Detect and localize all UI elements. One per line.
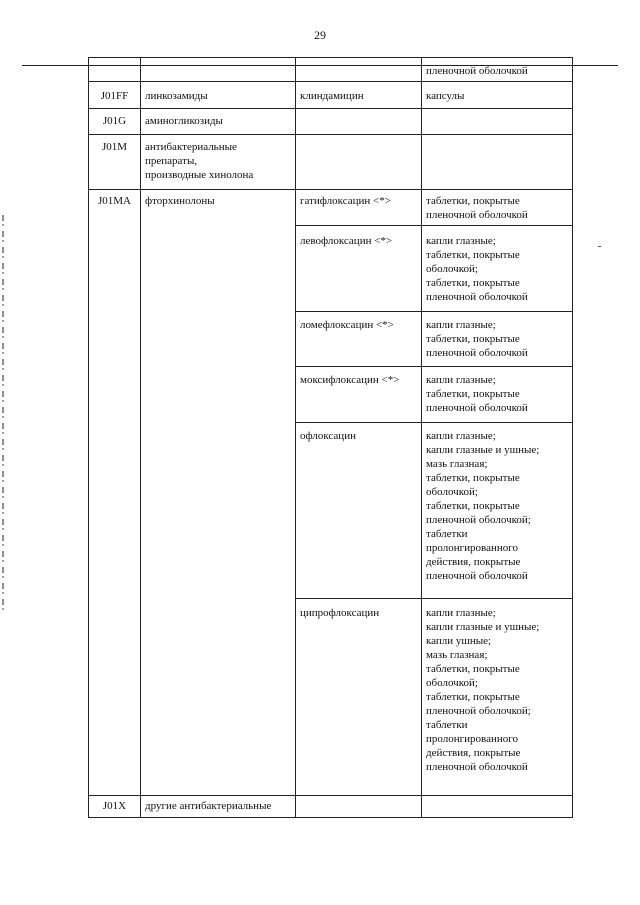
atc-code-cell: J01X <box>89 796 141 818</box>
dosage-form-cell <box>422 796 573 818</box>
drug-name-cell <box>296 796 422 818</box>
table-row <box>89 135 573 190</box>
group-cell: фторхинолоны <box>141 190 296 796</box>
table-cell <box>141 58 296 82</box>
dosage-form-cell <box>422 109 573 135</box>
dosage-form-cell: пленочной оболочкой <box>422 58 573 82</box>
group-cell: антибактериальные препараты, производные хинолона <box>141 135 296 190</box>
dosage-form-cell <box>422 135 573 190</box>
drug-table <box>88 57 573 818</box>
atc-code-cell: J01G <box>89 109 141 135</box>
atc-code-cell: J01FF <box>89 82 141 109</box>
page-number: 29 <box>314 28 326 42</box>
table-row <box>89 82 573 109</box>
atc-code-cell: J01M <box>89 135 141 190</box>
drug-name-cell <box>296 135 422 190</box>
group-cell: линкозамиды <box>141 82 296 109</box>
group-cell: аминогликозиды <box>141 109 296 135</box>
dosage-form-cell: капли глазные; таблетки, покрытые пленочной оболочкой <box>422 367 573 423</box>
drug-name-cell: моксифлоксацин <*> <box>296 367 422 423</box>
atc-code-cell: J01MA <box>89 190 141 796</box>
drug-name-cell: ципрофлоксацин <box>296 599 422 796</box>
table-cell <box>89 58 141 82</box>
drug-name-cell: клиндамицин <box>296 82 422 109</box>
dosage-form-cell: капли глазные; капли глазные и ушные; мазь глазная; таблетки, покрытые оболочкой; таблетки, покрытые пленочной оболочкой; таблетки пролонгированного действия, покрытые пленочной оболочкой <box>422 423 573 599</box>
dosage-form-cell: таблетки, покрытые пленочной оболочкой <box>422 190 573 226</box>
table-row <box>89 109 573 135</box>
dosage-form-cell: капли глазные; капли глазные и ушные; капли ушные; мазь глазная; таблетки, покрытые оболочкой; таблетки, покрытые пленочной оболочкой; таблетки пролонгированного действия, покрытые пленочной оболочкой <box>422 599 573 796</box>
drug-name-cell <box>296 109 422 135</box>
drug-name-cell: гатифлоксацин <*> <box>296 190 422 226</box>
dosage-form-cell: капли глазные; таблетки, покрытые оболочкой; таблетки, покрытые пленочной оболочкой <box>422 226 573 312</box>
table-row <box>89 190 573 226</box>
scan-edge-artifact <box>2 215 4 615</box>
drug-name-cell: офлоксацин <box>296 423 422 599</box>
drug-name-cell: ломефлоксацин <*> <box>296 312 422 367</box>
scan-speck <box>598 246 601 247</box>
table-row <box>89 58 573 82</box>
table-cell <box>296 58 422 82</box>
dosage-form-cell: капли глазные; таблетки, покрытые пленочной оболочкой <box>422 312 573 367</box>
drug-name-cell: левофлоксацин <*> <box>296 226 422 312</box>
dosage-form-cell: капсулы <box>422 82 573 109</box>
table-row <box>89 796 573 818</box>
group-cell: другие антибактериальные <box>141 796 296 818</box>
